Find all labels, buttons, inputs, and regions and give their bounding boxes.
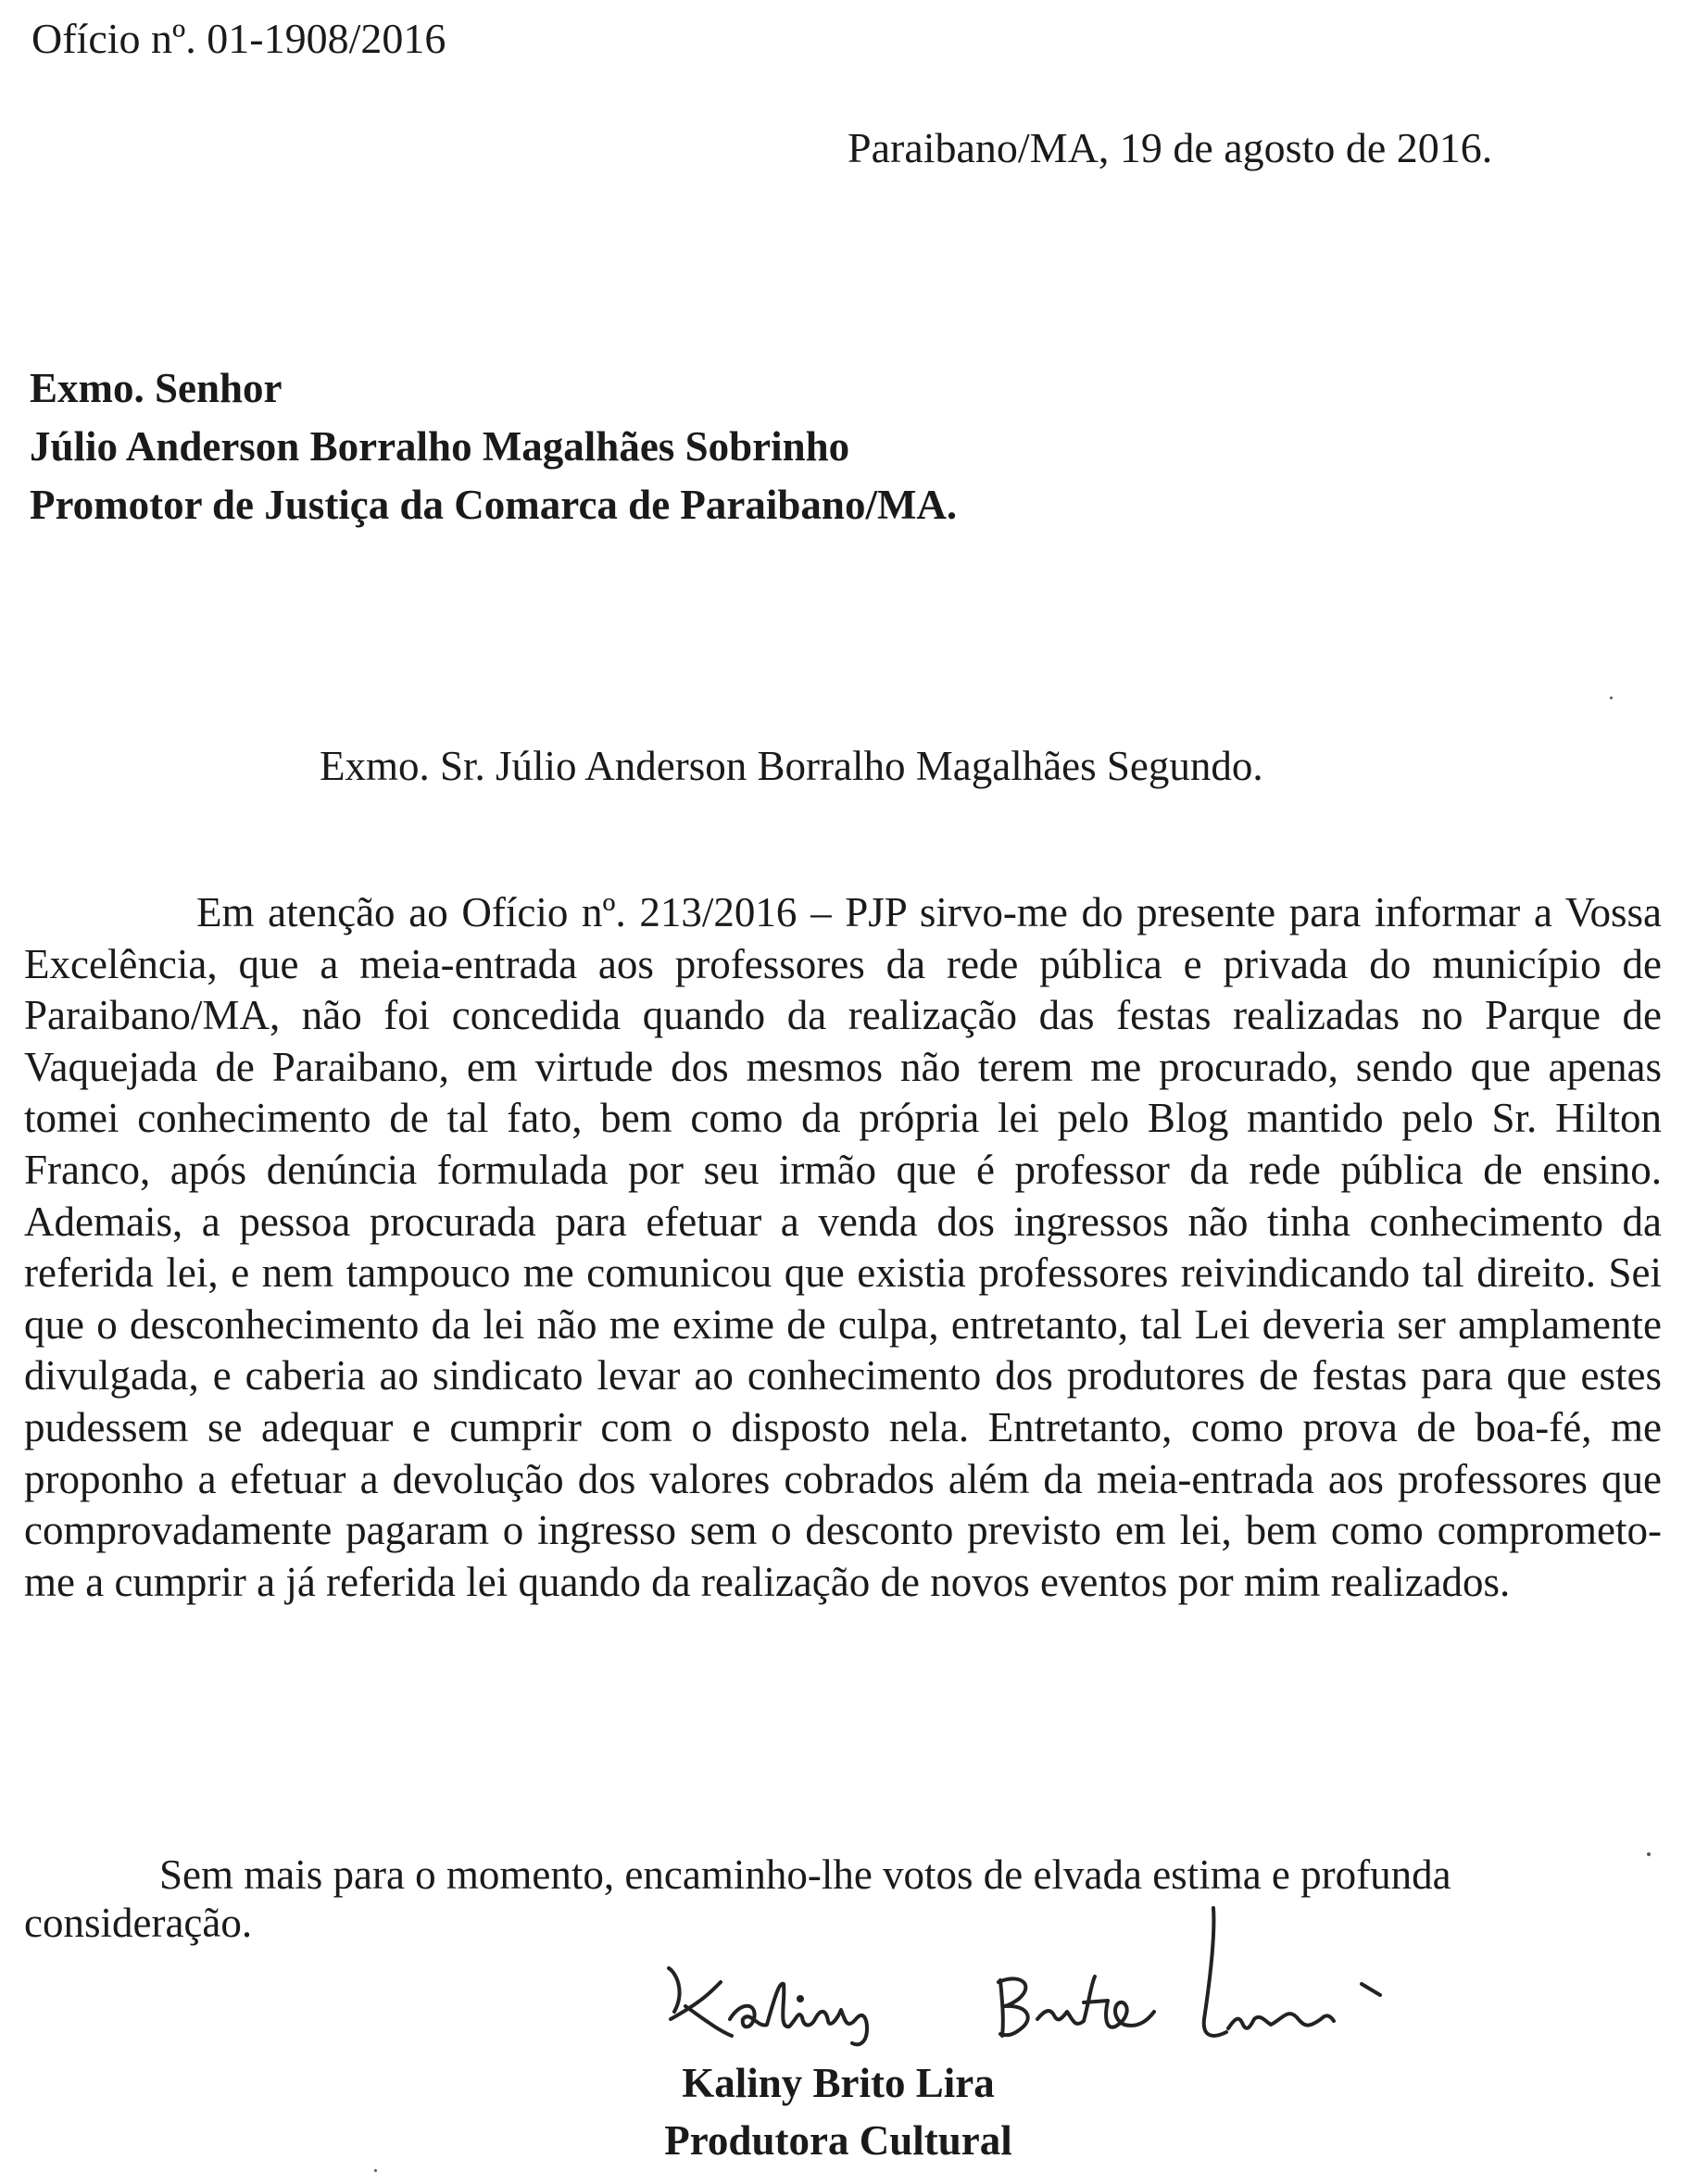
signer-block	[639, 2054, 1037, 2169]
closing-paragraph: Sem mais para o momento, encaminho-lhe votos de elvada estima e profunda consideração.	[24, 1851, 1451, 1946]
signer-role: Produtora Cultural	[664, 2117, 1012, 2164]
salutation: Exmo. Sr. Júlio Anderson Borralho Magalhães Segundo.	[320, 743, 1263, 789]
addressee-block	[30, 359, 957, 534]
addressee-title: Exmo. Senhor	[30, 365, 283, 411]
scan-speck	[1647, 1852, 1651, 1856]
body-paragraph: Em atenção ao Ofício nº. 213/2016 – PJP sirvo-me do presente para informar a Vossa Excelência, que a meia-entrada aos professores da rede pública e privada do município de Paraibano/MA, não foi concedida quando da realização das festas realizadas no Parque de Vaquejada de Paraibano, em virtude dos mesmos não terem me procurado, sendo que apenas tomei conhecimento de tal fato, bem como da própria lei pelo Blog mantido pelo Sr. Hilton Franco, após denúncia formulada por seu irmão que é professor da rede pública de ensino. Ademais, a pessoa procurada para efetuar a venda dos ingressos não tinha conhecimento da referida lei, e nem tampouco me comunicou que existia professores reivindicando tal direito. Sei que o desconhecimento da lei não me exime de culpa, entretanto, tal Lei deveria ser amplamente divulgada, e caberia ao sindicato levar ao conhecimento dos produtores de festas para que estes pudessem se adequar e cumprir com o disposto nela. Entretanto, como prova de boa-fé, me proponho a efetuar a devolução dos valores cobrados além da meia-entrada aos professores que comprovadamente pagaram o ingresso sem o desconto previsto em lei, bem como comprometo-me a cumprir a já referida lei quando da realização de novos eventos por mim realizados.	[24, 889, 1662, 1605]
office-number: Ofício nº. 01-1908/2016	[31, 15, 446, 62]
scan-speck	[1610, 697, 1613, 699]
addressee-position: Promotor de Justiça da Comarca de Paraibano/MA.	[30, 482, 958, 528]
addressee-name: Júlio Anderson Borralho Magalhães Sobrinho	[30, 423, 850, 470]
scan-speck	[374, 2169, 377, 2172]
place-date: Paraibano/MA, 19 de agosto de 2016.	[848, 124, 1493, 171]
signer-name: Kaliny Brito Lira	[682, 2060, 995, 2106]
